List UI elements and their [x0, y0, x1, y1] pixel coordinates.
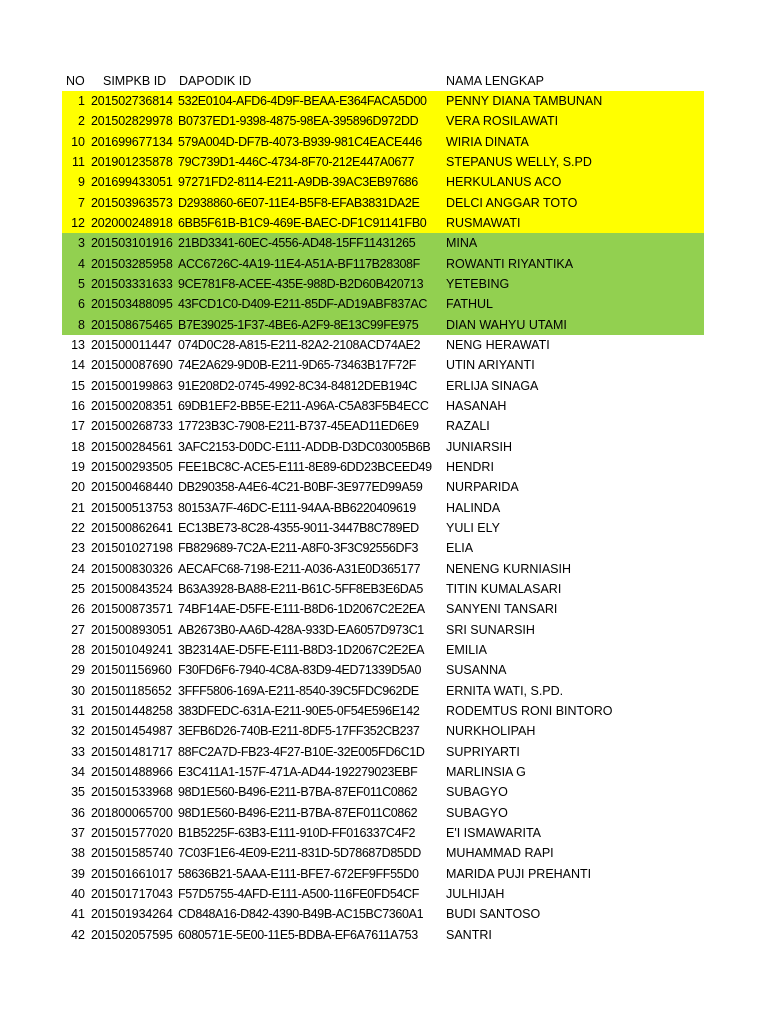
table-row — [62, 335, 704, 355]
cell-dapodik-id: 6080571E-5E00-11E5-BDBA-EF6A7611A753 — [178, 927, 418, 942]
table-row — [62, 742, 704, 762]
cell-dapodik-id: 80153A7F-46DC-E111-94AA-BB6220409619 — [178, 500, 416, 515]
cell-simpkb-id: 201502736814 — [91, 94, 173, 108]
cell-nama-lengkap: YULI ELY — [446, 520, 500, 535]
cell-dapodik-id: 3B2314AE-D5FE-E111-B8D3-1D2067C2E2EA — [178, 642, 425, 657]
table-row — [62, 233, 704, 253]
table-row — [62, 640, 704, 660]
table-row — [62, 762, 704, 782]
cell-simpkb-id: 201508675465 — [91, 317, 173, 332]
cell-nama-lengkap: SUBAGYO — [446, 805, 508, 820]
table-row — [62, 132, 704, 152]
header-simpkb-id: SIMPKB ID — [103, 74, 167, 88]
cell-no: 7 — [78, 195, 85, 210]
cell-dapodik-id: 7C03F1E6-4E09-E211-831D-5D78687D85DD — [178, 846, 421, 861]
cell-nama-lengkap: ERNITA WATI, S.PD. — [446, 683, 564, 698]
cell-nama-lengkap: MUHAMMAD RAPI — [446, 846, 554, 861]
table-row — [62, 843, 704, 863]
cell-dapodik-id: B63A3928-BA88-E211-B61C-5FF8EB3E6DA5 — [178, 581, 423, 596]
cell-simpkb-id: 201500893051 — [91, 622, 173, 637]
cell-dapodik-id: B7E39025-1F37-4BE6-A2F9-8E13C99FE975 — [178, 317, 419, 332]
cell-nama-lengkap: STEPANUS WELLY, S.PD — [446, 154, 592, 169]
cell-no: 12 — [71, 215, 85, 230]
cell-dapodik-id: AB2673B0-AA6D-428A-933D-EA6057D973C1 — [178, 622, 424, 637]
cell-no: 23 — [71, 541, 85, 556]
cell-dapodik-id: ACC6726C-4A19-11E4-A51A-BF117B28308F — [178, 256, 420, 271]
cell-nama-lengkap: SUSANNA — [446, 663, 507, 678]
cell-no: 4 — [78, 256, 85, 271]
cell-simpkb-id: 201503963573 — [91, 195, 173, 210]
cell-no: 9 — [78, 175, 85, 190]
table-row — [62, 721, 704, 741]
cell-nama-lengkap: HASANAH — [446, 398, 507, 413]
cell-no: 27 — [71, 622, 85, 637]
table-row — [62, 376, 704, 396]
cell-dapodik-id: EC13BE73-8C28-4355-9011-3447B8C789ED — [178, 520, 419, 535]
cell-dapodik-id: 074D0C28-A815-E211-82A2-2108ACD74AE2 — [178, 337, 421, 352]
cell-nama-lengkap: NURKHOLIPAH — [446, 724, 536, 739]
cell-nama-lengkap: YETEBING — [446, 276, 510, 291]
table-row — [62, 477, 704, 497]
cell-nama-lengkap: DIAN WAHYU UTAMI — [446, 317, 567, 332]
cell-dapodik-id: B0737ED1-9398-4875-98EA-395896D972DD — [178, 114, 419, 129]
cell-dapodik-id: AECAFC68-7198-E211-A036-A31E0D365177 — [178, 561, 421, 576]
header-no: NO — [66, 74, 85, 88]
table-row — [62, 91, 704, 111]
table-row — [62, 925, 704, 945]
cell-dapodik-id: F30FD6F6-7940-4C8A-83D9-4ED71339D5A0 — [178, 663, 422, 678]
cell-nama-lengkap: FATHUL — [446, 297, 493, 312]
cell-no: 5 — [78, 276, 85, 291]
cell-no: 22 — [71, 520, 85, 535]
cell-nama-lengkap: RODEMTUS RONI BINTORO — [446, 703, 613, 718]
cell-nama-lengkap: SUPRIYARTI — [446, 744, 520, 759]
cell-nama-lengkap: PENNY DIANA TAMBUNAN — [446, 94, 603, 108]
cell-simpkb-id: 201500873571 — [91, 602, 173, 617]
cell-simpkb-id: 201901235878 — [91, 154, 173, 169]
table-row — [62, 416, 704, 436]
cell-simpkb-id: 201500284561 — [91, 439, 173, 454]
cell-simpkb-id: 201500293505 — [91, 459, 173, 474]
table-row — [62, 559, 704, 579]
cell-no: 33 — [71, 744, 85, 759]
cell-simpkb-id: 201503488095 — [91, 297, 173, 312]
cell-no: 30 — [71, 683, 85, 698]
table-row — [62, 518, 704, 538]
table-row — [62, 681, 704, 701]
cell-dapodik-id: 3AFC2153-D0DC-E111-ADDB-D3DC03005B6B — [178, 439, 431, 454]
cell-no: 28 — [71, 642, 85, 657]
cell-dapodik-id: 9CE781F8-ACEE-435E-988D-B2D60B420713 — [178, 276, 424, 291]
table-row — [62, 254, 704, 274]
cell-nama-lengkap: VERA ROSILAWATI — [446, 114, 559, 129]
cell-simpkb-id: 201503101916 — [91, 236, 173, 251]
cell-simpkb-id: 201699677134 — [91, 134, 173, 149]
table-row — [62, 660, 704, 680]
table-row — [62, 172, 704, 192]
table-row — [62, 437, 704, 457]
cell-simpkb-id: 201501661017 — [91, 866, 173, 881]
cell-simpkb-id: 201502829978 — [91, 114, 173, 129]
cell-no: 42 — [71, 927, 85, 942]
table-row — [62, 457, 704, 477]
cell-dapodik-id: 532E0104-AFD6-4D9F-BEAA-E364FACA5D00 — [178, 94, 427, 108]
cell-no: 14 — [71, 358, 85, 373]
cell-no: 38 — [71, 846, 85, 861]
cell-no: 3 — [78, 236, 85, 251]
cell-simpkb-id: 201501577020 — [91, 825, 173, 840]
cell-simpkb-id: 201501049241 — [91, 642, 173, 657]
cell-no: 34 — [71, 764, 85, 779]
cell-simpkb-id: 201502057595 — [91, 927, 173, 942]
table-row — [62, 274, 704, 294]
cell-dapodik-id: 69DB1EF2-BB5E-E211-A96A-C5A83F5B4ECC — [178, 398, 429, 413]
cell-no: 18 — [71, 439, 85, 454]
cell-nama-lengkap: HENDRI — [446, 459, 494, 474]
cell-no: 36 — [71, 805, 85, 820]
cell-nama-lengkap: NENENG KURNIASIH — [446, 561, 572, 576]
cell-no: 32 — [71, 724, 85, 739]
cell-dapodik-id: 74E2A629-9D0B-E211-9D65-73463B17F72F — [178, 358, 417, 373]
cell-no: 8 — [78, 317, 85, 332]
cell-dapodik-id: 43FCD1C0-D409-E211-85DF-AD19ABF837AC — [178, 297, 428, 312]
cell-simpkb-id: 201503285958 — [91, 256, 173, 271]
cell-nama-lengkap: ELIA — [446, 541, 474, 556]
cell-no: 25 — [71, 581, 85, 596]
cell-no: 26 — [71, 602, 85, 617]
table-row — [62, 111, 704, 131]
cell-nama-lengkap: SANTRI — [446, 927, 492, 942]
cell-dapodik-id: E3C411A1-157F-471A-AD44-192279023EBF — [178, 764, 418, 779]
header-dapodik-id: DAPODIK ID — [179, 74, 252, 88]
cell-simpkb-id: 201501585740 — [91, 846, 173, 861]
cell-dapodik-id: 58636B21-5AAA-E111-BFE7-672EF9FF55D0 — [178, 866, 419, 881]
cell-nama-lengkap: EMILIA — [446, 642, 487, 657]
cell-simpkb-id: 201500513753 — [91, 500, 173, 515]
table-row — [62, 396, 704, 416]
cell-no: 31 — [71, 703, 85, 718]
cell-no: 29 — [71, 663, 85, 678]
cell-nama-lengkap: RAZALI — [446, 419, 490, 434]
cell-nama-lengkap: JUNIARSIH — [446, 439, 512, 454]
cell-simpkb-id: 201501533968 — [91, 785, 173, 800]
cell-nama-lengkap: DELCI ANGGAR TOTO — [446, 195, 578, 210]
cell-simpkb-id: 201500843524 — [91, 581, 173, 596]
cell-simpkb-id: 201500862641 — [91, 520, 173, 535]
cell-dapodik-id: CD848A16-D842-4390-B49B-AC15BC7360A1 — [178, 907, 424, 922]
cell-nama-lengkap: HALINDA — [446, 500, 501, 515]
cell-nama-lengkap: RUSMAWATI — [446, 215, 521, 230]
header-nama-lengkap: NAMA LENGKAP — [446, 74, 544, 88]
cell-dapodik-id: FEE1BC8C-ACE5-E111-8E89-6DD23BCEED49 — [178, 459, 432, 474]
cell-simpkb-id: 201500208351 — [91, 398, 173, 413]
cell-simpkb-id: 201501185652 — [91, 683, 172, 698]
table-row — [62, 579, 704, 599]
cell-nama-lengkap: MARLINSIA G — [446, 764, 526, 779]
cell-dapodik-id: 97271FD2-8114-E211-A9DB-39AC3EB97686 — [178, 175, 418, 190]
table-row — [62, 355, 704, 375]
cell-simpkb-id: 201501027198 — [91, 541, 173, 556]
cell-dapodik-id: 579A004D-DF7B-4073-B939-981C4EACE446 — [178, 134, 422, 149]
cell-dapodik-id: 98D1E560-B496-E211-B7BA-87EF011C0862 — [178, 805, 418, 820]
cell-dapodik-id: D2938860-6E07-11E4-B5F8-EFAB3831DA2E — [178, 195, 420, 210]
cell-nama-lengkap: MINA — [446, 236, 478, 251]
cell-no: 39 — [71, 866, 85, 881]
cell-simpkb-id: 201699433051 — [91, 175, 173, 190]
cell-simpkb-id: 201501454987 — [91, 724, 173, 739]
cell-no: 1 — [78, 94, 85, 108]
cell-nama-lengkap: BUDI SANTOSO — [446, 907, 541, 922]
cell-dapodik-id: F57D5755-4AFD-E111-A500-116FE0FD54CF — [178, 886, 419, 901]
table-row — [62, 152, 704, 172]
cell-simpkb-id: 201500830326 — [91, 561, 173, 576]
cell-simpkb-id: 201503331633 — [91, 276, 173, 291]
cell-simpkb-id: 201800065700 — [91, 805, 173, 820]
cell-no: 11 — [72, 154, 85, 169]
table-row — [62, 315, 704, 335]
cell-no: 13 — [71, 337, 85, 352]
cell-dapodik-id: 17723B3C-7908-E211-B737-45EAD11ED6E9 — [178, 419, 419, 434]
cell-simpkb-id: 201501717043 — [91, 886, 173, 901]
cell-no: 19 — [71, 459, 85, 474]
cell-no: 16 — [71, 398, 85, 413]
cell-no: 37 — [71, 825, 85, 840]
cell-nama-lengkap: UTIN ARIYANTI — [446, 358, 535, 373]
cell-no: 10 — [71, 134, 85, 149]
cell-simpkb-id: 201501934264 — [91, 907, 173, 922]
table-row — [62, 884, 704, 904]
cell-dapodik-id: DB290358-A4E6-4C21-B0BF-3E977ED99A59 — [178, 480, 423, 495]
cell-nama-lengkap: ROWANTI RIYANTIKA — [446, 256, 574, 271]
cell-nama-lengkap: NURPARIDA — [446, 480, 519, 495]
cell-simpkb-id: 201500087690 — [91, 358, 173, 373]
cell-simpkb-id: 201500199863 — [91, 378, 173, 393]
cell-nama-lengkap: TITIN KUMALASARI — [446, 581, 562, 596]
cell-simpkb-id: 201501448258 — [91, 703, 173, 718]
cell-dapodik-id: 3EFB6D26-740B-E211-8DF5-17FF352CB237 — [178, 724, 420, 739]
cell-simpkb-id: 201501488966 — [91, 764, 173, 779]
cell-no: 41 — [71, 907, 85, 922]
cell-simpkb-id: 201500268733 — [91, 419, 173, 434]
table-row — [62, 498, 704, 518]
table-row — [62, 701, 704, 721]
cell-nama-lengkap: NENG HERAWATI — [446, 337, 550, 352]
cell-dapodik-id: 383DFEDC-631A-E211-90E5-0F54E596E142 — [178, 703, 420, 718]
cell-no: 21 — [71, 500, 85, 515]
table-row — [62, 193, 704, 213]
cell-nama-lengkap: MARIDA PUJI PREHANTI — [446, 866, 592, 881]
table-row — [62, 294, 704, 314]
table-row — [62, 599, 704, 619]
cell-nama-lengkap: SUBAGYO — [446, 785, 508, 800]
table-row — [62, 803, 704, 823]
cell-simpkb-id: 201500468440 — [91, 480, 173, 495]
cell-dapodik-id: 21BD3341-60EC-4556-AD48-15FF11431265 — [178, 236, 416, 251]
cell-no: 6 — [78, 297, 85, 312]
cell-dapodik-id: 98D1E560-B496-E211-B7BA-87EF011C0862 — [178, 785, 418, 800]
cell-simpkb-id: 201501156960 — [91, 663, 172, 678]
cell-no: 17 — [71, 419, 85, 434]
cell-dapodik-id: B1B5225F-63B3-E111-910D-FF016337C4F2 — [178, 825, 416, 840]
cell-nama-lengkap: ERLIJA SINAGA — [446, 378, 539, 393]
cell-nama-lengkap: JULHIJAH — [446, 886, 505, 901]
table-row — [62, 823, 704, 843]
cell-dapodik-id: FB829689-7C2A-E211-A8F0-3F3C92556DF3 — [178, 541, 419, 556]
cell-dapodik-id: 88FC2A7D-FB23-4F27-B10E-32E005FD6C1D — [178, 744, 425, 759]
table-row — [62, 538, 704, 558]
table-row — [62, 213, 704, 233]
table-row — [62, 904, 704, 924]
table-row — [62, 782, 704, 802]
cell-dapodik-id: 6BB5F61B-B1C9-469E-BAEC-DF1C91141FB0 — [178, 215, 427, 230]
cell-no: 35 — [71, 785, 85, 800]
cell-dapodik-id: 79C739D1-446C-4734-8F70-212E447A0677 — [178, 154, 415, 169]
cell-nama-lengkap: SANYENI TANSARI — [446, 602, 558, 617]
cell-simpkb-id: 201501481717 — [91, 744, 173, 759]
cell-no: 15 — [71, 378, 85, 393]
cell-nama-lengkap: WIRIA DINATA — [446, 134, 529, 149]
cell-nama-lengkap: HERKULANUS ACO — [446, 175, 562, 190]
cell-no: 40 — [71, 886, 85, 901]
cell-nama-lengkap: E'I ISMAWARITA — [446, 825, 541, 840]
table-row — [62, 864, 704, 884]
cell-no: 20 — [71, 480, 85, 495]
cell-dapodik-id: 91E208D2-0745-4992-8C34-84812DEB194C — [178, 378, 417, 393]
cell-dapodik-id: 74BF14AE-D5FE-E111-B8D6-1D2067C2E2EA — [178, 602, 425, 617]
cell-no: 2 — [78, 114, 85, 129]
cell-nama-lengkap: SRI SUNARSIH — [446, 622, 535, 637]
cell-no: 24 — [71, 561, 85, 576]
cell-dapodik-id: 3FFF5806-169A-E211-8540-39C5FDC962DE — [178, 683, 419, 698]
cell-simpkb-id: 202000248918 — [91, 215, 173, 230]
cell-simpkb-id: 201500011447 — [91, 337, 172, 352]
table-row — [62, 620, 704, 640]
